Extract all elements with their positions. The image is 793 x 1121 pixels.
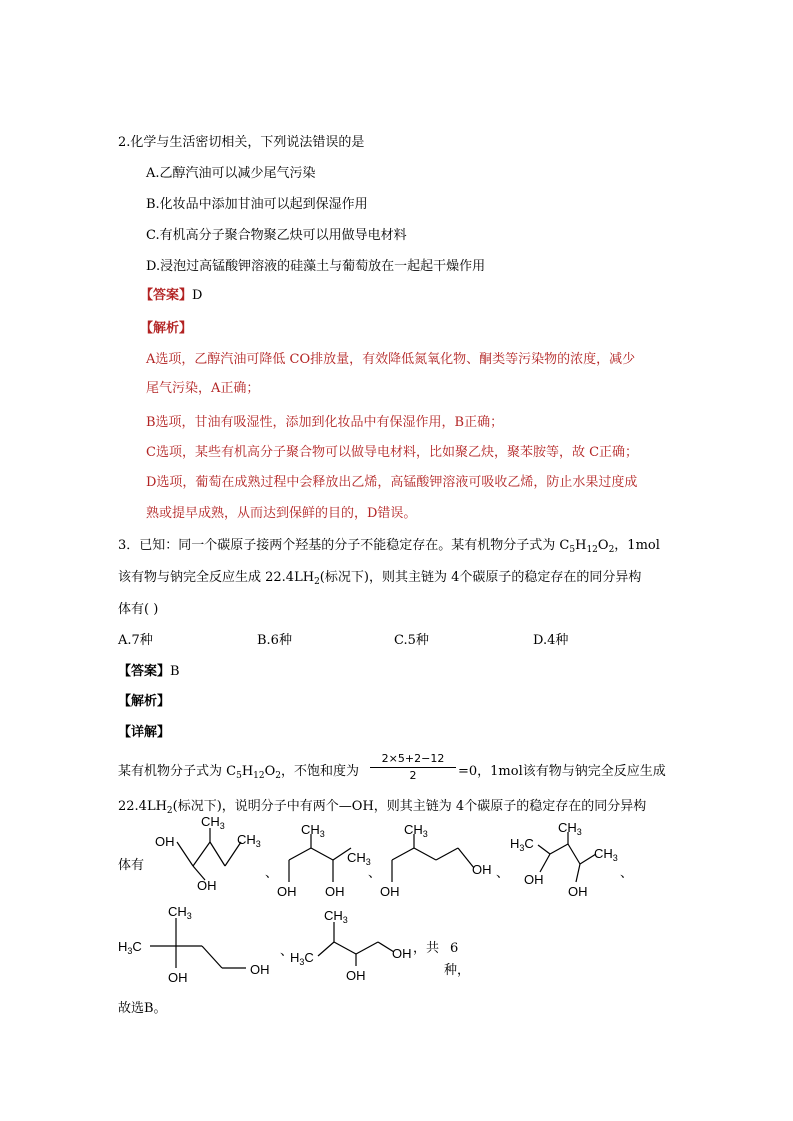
q2-stem: 2.化学与生活密切相关，下列说法错误的是	[118, 135, 365, 150]
q3-stem-line-2: 该有物与钠完全反应生成 $22.4LH_2$(标况下)，则其主链为 4个碳原子的稳定存在的同分异构	[118, 570, 642, 587]
structure-1	[155, 814, 265, 902]
q3-option-c: C.5种	[394, 633, 429, 648]
ch3-label: $CH_3$	[301, 822, 325, 839]
ch3-label: $CH_3$	[237, 832, 261, 849]
separator: 、	[620, 866, 634, 881]
oh-label: OH	[380, 884, 400, 899]
oh-label: OH	[277, 884, 297, 899]
structure-3	[378, 822, 493, 909]
oh-label: OH	[472, 862, 492, 877]
q3-conclusion: 故选B。	[118, 1001, 167, 1016]
oh-label: OH	[197, 878, 217, 893]
ch3-label: $CH_3$	[404, 822, 428, 839]
ch3-label: $CH_3$	[201, 814, 225, 831]
ch3-label: $CH_3$	[558, 820, 582, 837]
q2-answer-label: 【答案】	[140, 288, 193, 303]
q2-analysis-line-1: A选项，乙醇汽油可降低 CO排放量，有效降低氮氧化物、酮类等污染物的浓度，减少	[146, 352, 636, 367]
q3-detail-line-1-b: =0，1mol该有物与钠完全反应生成	[458, 764, 666, 779]
structure-5	[118, 904, 278, 992]
q2-analysis-line-4: C选项，某些有机高分子聚合物可以做导电材料，比如聚乙炔，聚苯胺等，故 C正确；	[146, 445, 639, 460]
q3-answer-value: B	[170, 664, 180, 679]
structure-2	[275, 822, 375, 909]
separator: 、	[496, 866, 510, 881]
svg-text:H3C: $H_3C$	[118, 939, 142, 956]
q3-option-a: A.7种	[118, 633, 153, 648]
svg-text:H3C: $H_3C$	[510, 836, 534, 853]
structure-6	[290, 910, 420, 989]
q2-option-b: B.化妆品中添加甘油可以起到保湿作用	[146, 197, 368, 212]
svg-text:H3C: $H_3C$	[290, 950, 314, 967]
q2-analysis-label: 【解析】	[140, 321, 193, 336]
fraction-numerator: 2×5+2−12	[381, 752, 445, 765]
q2-analysis-line-5: D选项，葡萄在成熟过程中会释放出乙烯，高锰酸钾溶液可吸收乙烯，防止水果过度成	[146, 475, 638, 490]
separator: 、	[280, 944, 294, 959]
oh-label: OH	[524, 872, 544, 887]
q2-answer	[140, 287, 202, 305]
ch3-label: $CH_3$	[594, 846, 618, 863]
q3-tail-a: ，共	[413, 941, 440, 956]
q3-detail-line-2: $22.4LH_2$(标况下)，说明分子中有两个—OH，则其主链为 4个碳原子的稳定存在的同分异构	[118, 799, 647, 816]
ch3-label: $CH_3$	[324, 908, 348, 925]
oh-label: OH	[346, 968, 366, 983]
q2-analysis-line-3: B选项，甘油有吸湿性，添加到化妆品中有保湿作用，B正确；	[146, 415, 504, 430]
fraction-denominator: 2	[409, 769, 417, 782]
oh-label: OH	[392, 946, 412, 961]
q2-answer-value: D	[192, 288, 203, 303]
oh-label: OH	[155, 834, 175, 849]
q3-detail-line-1-a: 某有机物分子式为 $C_5H_{12}O_2$，不饱和度为	[118, 764, 360, 781]
ch3-label: $CH_3$	[347, 850, 371, 867]
q3-detail-line-3: 体有	[118, 858, 145, 873]
q3-isomer-count: 6	[450, 941, 459, 956]
q3-option-d: D.4种	[533, 633, 569, 648]
q3-answer-label: 【答案】	[118, 664, 171, 679]
q3-option-b: B.6种	[257, 633, 292, 648]
fraction-bar	[370, 767, 456, 768]
q3-analysis-label: 【解析】	[118, 694, 171, 709]
q2-option-c: C.有机高分子聚合物聚乙炔可以用做导电材料	[146, 228, 407, 243]
q3-tail-b: 种，	[444, 963, 471, 978]
q2-option-d: D.浸泡过高锰酸钾溶液的硅藻土与葡萄放在一起起干燥作用	[146, 259, 486, 274]
q2-analysis-line-2: 尾气污染，A正确；	[146, 381, 260, 396]
q3-stem-line-3: 体有( )	[118, 602, 159, 617]
saturation-fraction	[368, 752, 458, 783]
separator: 、	[368, 866, 382, 881]
q3-stem-line-1: 3．已知：同一个碳原子接两个羟基的分子不能稳定存在。某有机物分子式为 $C_5H_{12}O_2$，1mol	[118, 538, 660, 555]
oh-label: OH	[168, 970, 188, 985]
oh-label: OH	[568, 884, 588, 899]
oh-label: OH	[250, 962, 270, 977]
q2-option-a: A.乙醇汽油可以减少尾气污染	[146, 166, 316, 181]
ch3-label: $CH_3$	[168, 904, 192, 921]
structure-4	[510, 820, 620, 909]
separator: 、	[265, 866, 279, 881]
q2-analysis-line-6: 熟或提早成熟，从而达到保鲜的目的，D错误。	[146, 506, 417, 521]
q3-answer	[118, 663, 180, 681]
oh-label: OH	[325, 884, 345, 899]
q3-detail-label: 【详解】	[118, 725, 171, 740]
